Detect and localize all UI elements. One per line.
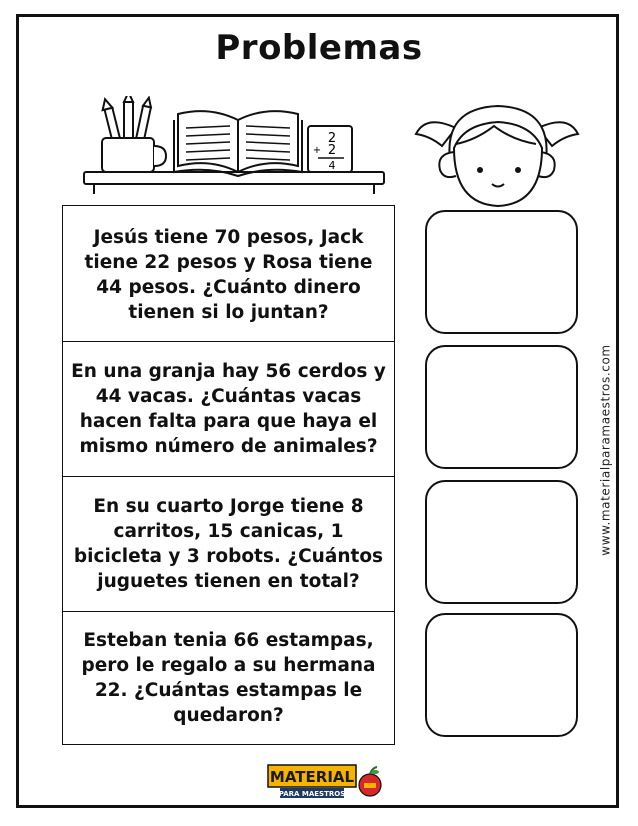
logo-word: MATERIAL <box>269 768 355 786</box>
problems-table <box>62 205 395 745</box>
pencil-cup-icon <box>100 96 166 172</box>
card-bottom-number: 2 <box>327 143 337 158</box>
answer-box-3[interactable] <box>425 480 578 604</box>
answer-box-4[interactable] <box>425 613 578 737</box>
card-plus-sign: + <box>312 145 322 156</box>
problem-1: Jesús tiene 70 pesos, Jack tiene 22 pesos y Rosa tiene 44 pesos. ¿Cuánto dinero tienen si lo juntan? <box>84 226 373 323</box>
apple-icon <box>359 767 381 796</box>
logo-sub: PARA MAESTROS <box>278 790 346 798</box>
problem-4: Esteban tenia 66 estampas, pero le regalo a su hermana 22. ¿Cuántas estampas le quedaron? <box>63 611 394 744</box>
side-url-wrapper <box>596 330 616 570</box>
girl-face-icon <box>410 96 585 214</box>
card-top-number: 2 <box>327 131 337 146</box>
problem-3: En su cuarto Jorge tiene 8 carritos, 15 canicas, 1 bicicleta y 3 robots. ¿Cuántos juguetes tienen en total? <box>63 476 394 611</box>
problem-2: En una granja hay 56 cerdos y 44 vacas. ¿Cuántas vacas hacen falta para que haya el mismo número de animales? <box>63 341 394 476</box>
shelf-illustration <box>80 96 390 200</box>
page-title: Problemas <box>215 28 423 68</box>
material-logo <box>266 763 384 801</box>
open-book-icon <box>174 111 302 176</box>
card-result-number: 4 <box>328 159 336 172</box>
answer-box-1[interactable] <box>425 210 578 334</box>
side-url: www.materialparamaestros.com <box>599 344 614 556</box>
addition-card-icon <box>308 126 352 172</box>
answer-box-2[interactable] <box>425 345 578 469</box>
